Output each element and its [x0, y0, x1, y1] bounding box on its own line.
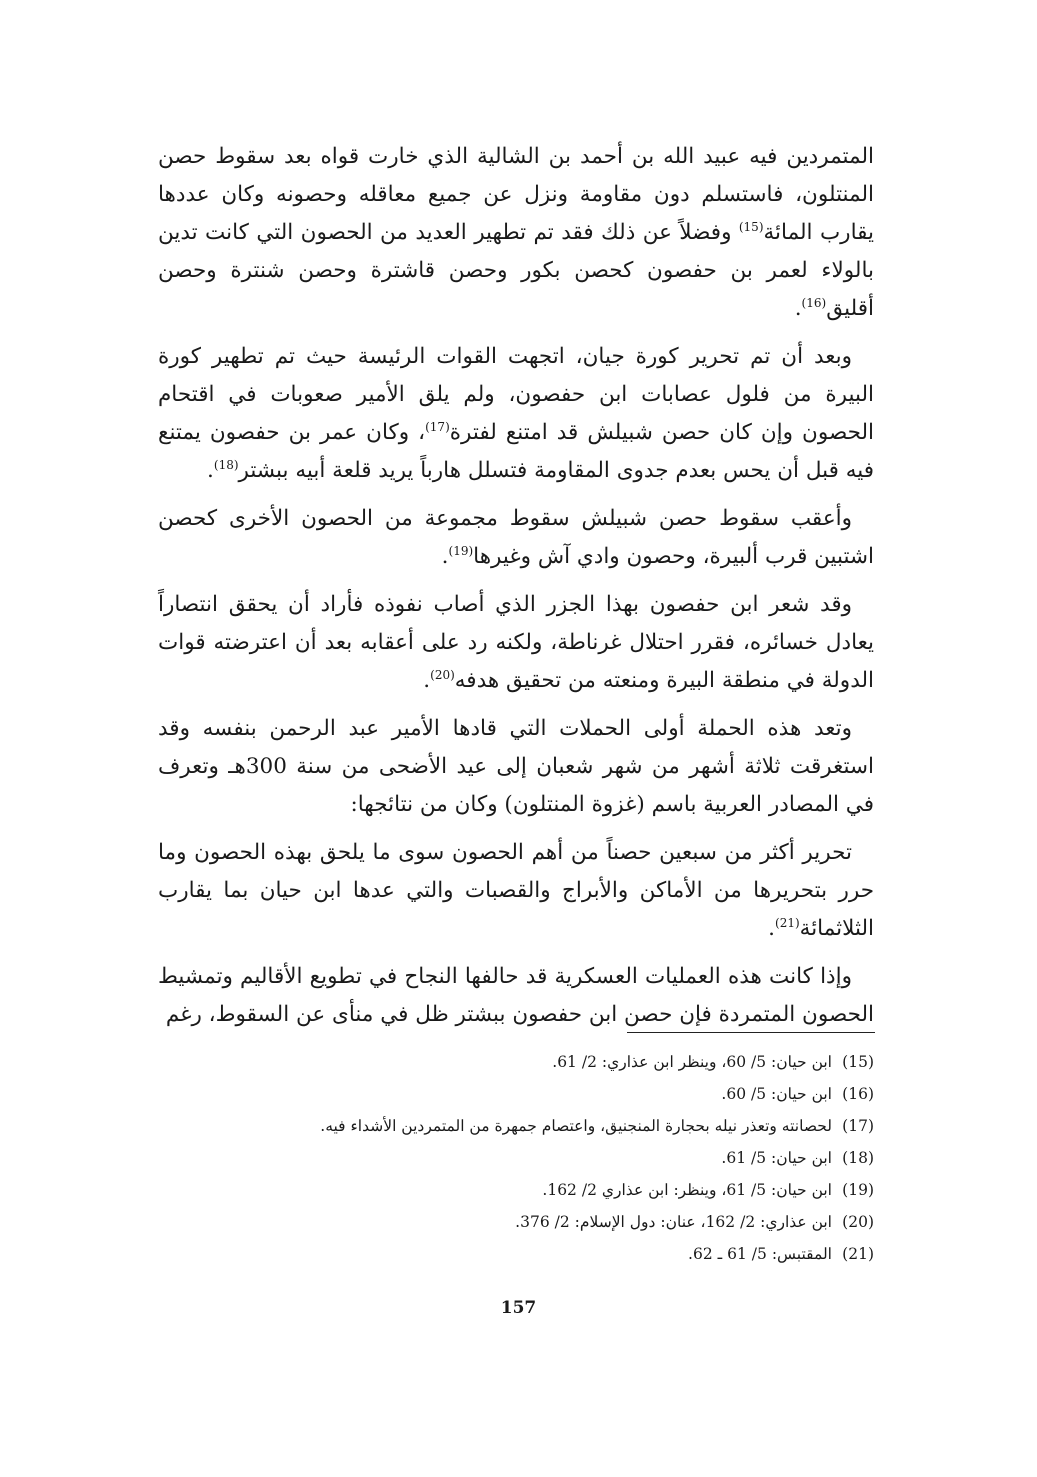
- footnotes: [158, 1046, 874, 1270]
- paragraph-text: المتمردين فيه عبيد الله بن أحمد بن الشالية الذي خارت قواه بعد سقوط حصن المنتلون، فاستسلم دون مقاومة ونزل عن جميع معاقله وحصونه وكان عددها يقارب المائة: [158, 144, 874, 245]
- footnote-item: [158, 1078, 874, 1110]
- footnote-reference: (18): [213, 457, 239, 472]
- paragraph-text: وإذا كانت هذه العمليات العسكرية قد حالفها النجاح في تطويع الأقاليم وتمشيط الحصون المتمردة فإن حصن ابن حفصون ببشتر ظل في منأى عن السقوط، رغم: [158, 964, 874, 1027]
- footnote-item: [158, 1174, 874, 1206]
- footnote-text: ابن عذاري: 2/ 162، عنان: دول الإسلام: 2/ 376.: [515, 1213, 832, 1231]
- paragraph: [158, 834, 874, 948]
- footnote-text: المقتبس: 5/ 61 ـ 62.: [688, 1245, 832, 1263]
- paragraph: [158, 586, 874, 700]
- footnote-number: (17): [842, 1117, 874, 1135]
- paragraph: [158, 500, 874, 576]
- footnote-item: [158, 1110, 874, 1142]
- paragraph-text: وأعقب سقوط حصن شبيلش سقوط مجموعة من الحصون الأخرى كحصن اشتبين قرب ألبيرة، وحصون وادي آش وغيرها: [158, 506, 874, 569]
- paragraph-text: .: [768, 916, 776, 941]
- footnote-text: ابن حيان: 5/ 60.: [721, 1085, 832, 1103]
- footnote-number: (15): [842, 1053, 874, 1071]
- footnote-item: [158, 1142, 874, 1174]
- footnote-reference: (21): [775, 915, 800, 930]
- body-text: [158, 138, 874, 1044]
- footnote-number: (18): [842, 1149, 874, 1167]
- footnote-number: (20): [842, 1213, 874, 1231]
- footnote-text: لحصانته وتعذر نيله بحجارة المنجنيق، واعتصام جمهرة من المتمردين الأشداء فيه.: [320, 1117, 832, 1135]
- footnote-text: ابن حيان: 5/ 60، وينظر ابن عذاري: 2/ 61.: [552, 1053, 832, 1071]
- footnote-reference: (15): [738, 219, 764, 234]
- paragraph-text: .: [207, 458, 214, 483]
- paragraph-text: وتعد هذه الحملة أولى الحملات التي قادها الأمير عبد الرحمن بنفسه وقد استغرقت ثلاثة أشهر من شهر شعبان إلى عيد الأضحى من سنة 300هـ وتعرف في المصادر العربية باسم (غزوة المنتلون) وكان من نتائجها:: [158, 716, 874, 817]
- footnote-item: [158, 1238, 874, 1270]
- footnote-text: ابن حيان: 5/ 61، وينظر: ابن عذاري 2/ 162.: [542, 1181, 832, 1199]
- footnote-reference: (19): [448, 543, 474, 558]
- footnote-number: (16): [842, 1085, 874, 1103]
- paragraph: [158, 958, 874, 1034]
- paragraph-text: تحرير أكثر من سبعين حصناً من أهم الحصون سوى ما يلحق بهذه الحصون وما حرر بتحريرها من الأماكن والأبراج والقصبات والتي عدها ابن حيان بما يقارب الثلاثمائة: [158, 840, 874, 941]
- page-number: 157: [500, 1298, 537, 1318]
- footnote-divider: [627, 1032, 875, 1033]
- footnote-reference: (20): [430, 667, 455, 682]
- paragraph: [158, 338, 874, 490]
- paragraph: [158, 710, 874, 824]
- footnote-item: [158, 1046, 874, 1078]
- footnote-number: (21): [842, 1245, 874, 1263]
- footnote-text: ابن حيان: 5/ 61.: [721, 1149, 832, 1167]
- paragraph-text: .: [423, 668, 431, 693]
- footnote-reference: (17): [425, 419, 450, 434]
- paragraph-text: وبعد أن تم تحرير كورة جيان، اتجهت القوات الرئيسة حيث تم تطهير كورة البيرة من فلول عصابات ابن حفصون، ولم يلق الأمير صعوبات في اقتحام الحصون وإن كان حصن شبيلش قد امتنع لفترة: [158, 344, 874, 445]
- paragraph-text: .: [794, 296, 802, 321]
- paragraph-text: ، وكان عمر بن حفصون يمتنع فيه قبل أن يحس بعدم جدوى المقاومة فتسلل هارباً يريد قلعة أبيه ببشتر: [158, 420, 874, 483]
- paragraph-text: .: [441, 544, 449, 569]
- paragraph: [158, 138, 874, 328]
- paragraph-text: وفضلاً عن ذلك فقد تم تطهير العديد من الحصون التي كانت تدين بالولاء لعمر بن حفصون كحصن بكور وحصن قاشترة وحصن شنترة وحصن أقليق: [158, 220, 874, 321]
- footnote-number: (19): [842, 1181, 874, 1199]
- footnote-reference: (16): [801, 295, 827, 310]
- paragraph-text: وقد شعر ابن حفصون بهذا الجزر الذي أصاب نفوذه فأراد أن يحقق انتصاراً يعادل خسائره، فقرر احتلال غرناطة، ولكنه رد على أعقابه بعد أن اعترضته قوات الدولة في منطقة البيرة ومنعته من تحقيق هدفه: [158, 592, 874, 693]
- footnote-item: [158, 1206, 874, 1238]
